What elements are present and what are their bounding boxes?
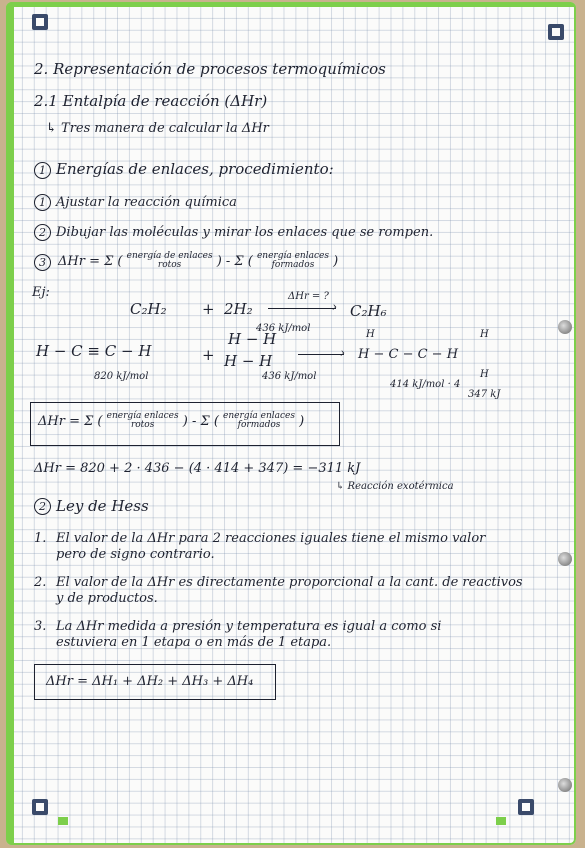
- subtitle: 2.1 Entalpía de reacción (ΔHr): [34, 92, 268, 110]
- step-number: 3: [34, 254, 51, 271]
- plus-sign: +: [202, 346, 215, 364]
- formula-start: ΔHr = Σ (: [58, 253, 123, 269]
- fraction: [107, 412, 179, 431]
- step-text: Ajustar la reacción química: [56, 195, 237, 210]
- acetylene-structure: H − C ≡ C − H: [36, 342, 152, 360]
- binder-ring: [558, 552, 572, 566]
- fraction-bottom: formados: [237, 420, 281, 431]
- fraction-top: energía enlaces: [256, 251, 329, 261]
- ch-bond-note: 414 kJ/mol · 4: [390, 379, 461, 390]
- hydrogen-label: H: [366, 329, 375, 340]
- item-line: y de productos.: [56, 591, 158, 606]
- fraction-bottom: rotos: [157, 260, 182, 271]
- page-marker: [496, 817, 506, 825]
- step-formula: [58, 252, 338, 271]
- fraction-bottom: rotos: [130, 420, 155, 431]
- item-line: La ΔHr medida a presión y temperatura es igual a como si: [56, 619, 442, 634]
- item-number: 3.: [34, 619, 47, 634]
- section-number: 1: [34, 162, 51, 179]
- calculation-note: ↳ Reacción exotérmica: [336, 481, 454, 492]
- step-number: 1: [34, 194, 51, 211]
- page-left-edge: [6, 2, 14, 845]
- formula-end: ): [333, 253, 339, 269]
- corner-mark-top-right: [548, 24, 564, 40]
- arrow-label: ΔHr = ?: [288, 291, 329, 302]
- page-title: 2. Representación de procesos termoquímicos: [34, 60, 386, 78]
- reactant-2: 2H₂: [224, 300, 253, 318]
- formula-mid: ) - Σ (: [182, 413, 219, 429]
- item-line: El valor de la ΔHr para 2 reacciones iguales tiene el mismo valor: [56, 531, 486, 546]
- corner-mark-top-left: [32, 14, 48, 30]
- calculation: ΔHr = 820 + 2 · 436 − (4 · 414 + 347) = −311 kJ: [34, 461, 361, 476]
- fraction: [223, 412, 295, 431]
- example-label: Ej:: [32, 285, 50, 300]
- item-number: 1.: [34, 531, 47, 546]
- fraction-top: energía de enlaces: [126, 251, 213, 261]
- hydrogen-label: H: [480, 329, 489, 340]
- structure-arrow: [298, 354, 344, 355]
- h2-bond-note: 436 kJ/mol: [256, 323, 311, 334]
- h2-molecule-top: H − H: [228, 330, 277, 348]
- notebook-page: [6, 2, 576, 845]
- step-number: 2: [34, 224, 51, 241]
- fraction: [127, 252, 213, 271]
- section-number: 2: [34, 498, 51, 515]
- fraction-top: energía enlaces: [106, 411, 179, 421]
- formula-end: ): [299, 413, 305, 429]
- boxed-formula-text: [38, 412, 304, 431]
- reactant-1: C₂H₂: [130, 300, 167, 318]
- item-line: pero de signo contrario.: [56, 547, 215, 562]
- item-number: 2.: [34, 575, 47, 590]
- corner-mark-bottom-right: [518, 799, 534, 815]
- h2-molecule-bottom: H − H: [224, 352, 273, 370]
- fraction-bottom: formados: [271, 260, 315, 271]
- triple-bond-note: 820 kJ/mol: [94, 371, 149, 382]
- h2-bond-note-2: 436 kJ/mol: [262, 371, 317, 382]
- formula-start: ΔHr = Σ (: [38, 413, 103, 429]
- formula-mid: ) - Σ (: [216, 253, 253, 269]
- binder-ring: [558, 778, 572, 792]
- subtitle-note: ↳ Tres manera de calcular la ΔHr: [46, 121, 269, 136]
- section-heading: Energías de enlaces, procedimiento:: [56, 160, 334, 178]
- ethane-structure: H − C − C − H: [358, 347, 459, 362]
- fraction-top: energía enlaces: [223, 411, 296, 421]
- arrow-head: ›: [332, 300, 338, 315]
- item-line: El valor de la ΔHr es directamente proporcional a la cant. de reactivos: [56, 575, 523, 590]
- step-text: Dibujar las moléculas y mirar los enlaces que se rompen.: [56, 225, 434, 240]
- arrow-head: ›: [340, 346, 346, 361]
- plus-sign: +: [202, 300, 215, 318]
- product: C₂H₆: [350, 302, 387, 320]
- hydrogen-label: H: [480, 369, 489, 380]
- cc-bond-note: 347 kJ: [468, 389, 501, 400]
- fraction: [257, 252, 329, 271]
- corner-mark-bottom-left: [32, 799, 48, 815]
- page-marker: [58, 817, 68, 825]
- hess-formula: ΔHr = ΔH₁ + ΔH₂ + ΔH₃ + ΔH₄: [46, 674, 254, 689]
- section-heading: Ley de Hess: [56, 497, 149, 515]
- page-top-edge: [6, 2, 576, 7]
- item-line: estuviera en 1 etapa o en más de 1 etapa.: [56, 635, 332, 650]
- reaction-arrow: [268, 308, 336, 309]
- binder-ring: [558, 320, 572, 334]
